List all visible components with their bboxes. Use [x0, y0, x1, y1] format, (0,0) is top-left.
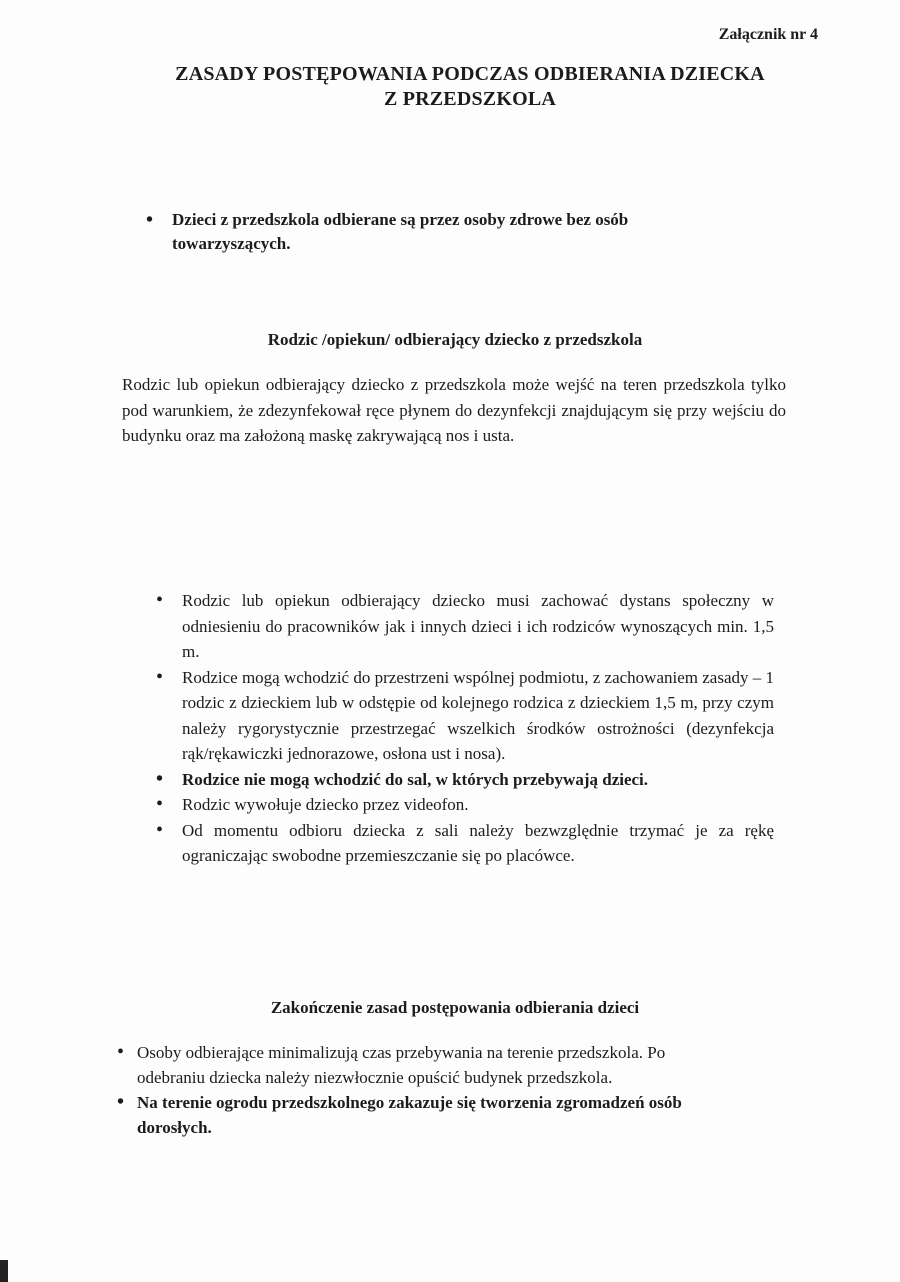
parent-rules-list: [182, 588, 774, 869]
list-item: • Dzieci z przedszkola odbierane są przez osoby zdrowe bez osób towarzyszących.: [172, 208, 692, 256]
list-item: • Rodzice nie mogą wchodzić do sal, w których przebywają dzieci.: [182, 767, 774, 793]
document-title: [120, 62, 820, 112]
section-paragraph-parent: Rodzic lub opiekun odbierający dziecko z przedszkola może wejść na teren przedszkola tylko pod warunkiem, że zdezynfekował ręce płynem do dezynfekcji znajdującym się przy wejściu do budynku oraz ma założoną maskę zakrywającą nos i usta.: [122, 375, 786, 445]
list-item: • Rodzic wywołuje dziecko przez videofon.: [182, 792, 774, 818]
document-title-line-1: ZASADY POSTĘPOWANIA PODCZAS ODBIERANIA DZIECKA: [175, 63, 765, 85]
section-heading-parent: Rodzic /opiekun/ odbierający dziecko z przedszkola: [267, 330, 643, 349]
list-item: • Rodzice mogą wchodzić do przestrzeni wspólnej podmiotu, z zachowaniem zasady – 1 rodzic z dzieckiem lub w odstępie od kolejnego rodzica z dzieckiem 1,5 m, przy czym należy rygorystycznie przestrzegać wszelkich środków ostrożności (dezynfekcja rąk/rękawiczki jednorazowe, osłona ust i nosa).: [182, 665, 774, 767]
section-heading-conclusion: Zakończenie zasad postępowania odbierania dzieci: [270, 998, 640, 1017]
annex-label: Załącznik nr 4: [718, 26, 818, 43]
scan-edge-mark: [0, 1260, 8, 1282]
list-item: • Na terenie ogrodu przedszkolnego zakazuje się tworzenia zgromadzeń osób dorosłych.: [137, 1090, 737, 1140]
intro-list: [172, 208, 692, 256]
list-item: • Od momentu odbioru dziecka z sali należy bezwzględnie trzymać je za rękę ograniczając swobodne przemieszczanie się po placówce.: [182, 818, 774, 869]
list-item: • Osoby odbierające minimalizują czas przebywania na terenie przedszkola. Po odebraniu dziecka należy niezwłocznie opuścić budynek przedszkola.: [137, 1040, 737, 1090]
list-item: • Rodzic lub opiekun odbierający dziecko musi zachować dystans społeczny w odniesieniu do pracowników jak i innych dzieci i ich rodziców wynoszących min. 1,5 m.: [182, 588, 774, 665]
conclusion-list: [137, 1040, 737, 1140]
document-title-line-2: Z PRZEDSZKOLA: [383, 88, 557, 110]
